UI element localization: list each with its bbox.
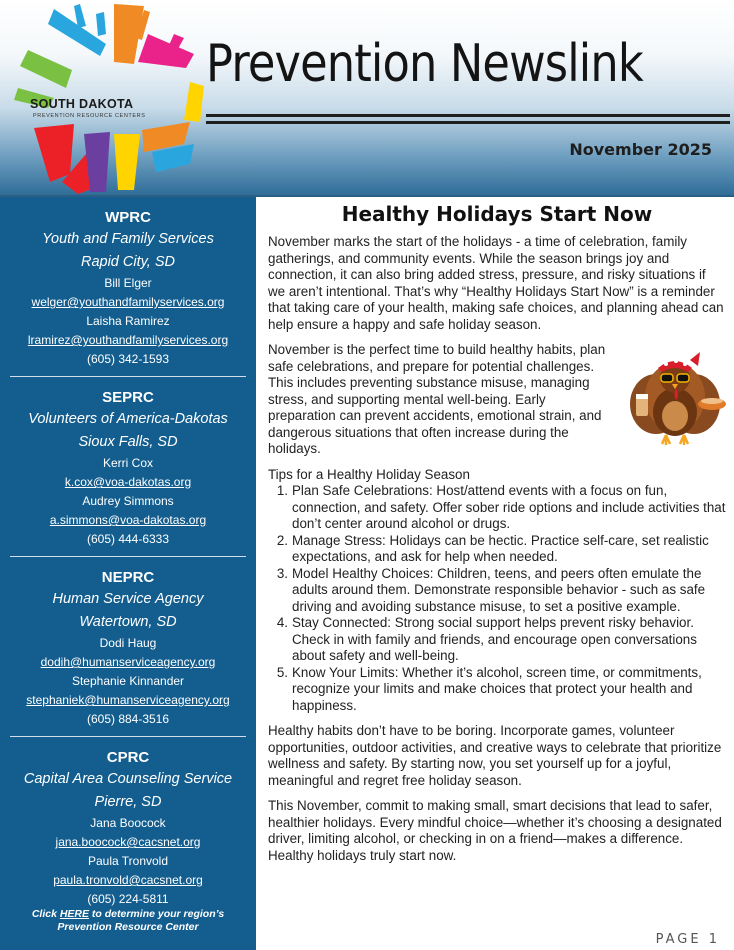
contact-name: Paula Tronvold (87, 854, 169, 868)
region-org: Volunteers of America-Dakotas (28, 411, 228, 427)
tip-text: Manage Stress: Holidays can be hectic. Practice self-care, set realistic expectations, and ask for help when needed. (292, 532, 709, 564)
contact-name: Jana Boocock (90, 816, 166, 830)
page-number: PAGE 1 (655, 932, 720, 947)
article-paragraph: This November, commit to making small, smart decisions that lead to safer, healthier holidays. Every mindful choice—whether it’s choosing a designated driver, limiting alcohol, or checking in on a friend—makes a difference. Healthy holidays truly start now. (268, 798, 722, 863)
contact-email-link[interactable]: k.cox@voa-dakotas.org (64, 475, 192, 489)
region-city: Rapid City, SD (80, 254, 175, 270)
list-item (268, 483, 726, 533)
contact-email-link[interactable]: jana.boocock@cacsnet.org (55, 835, 201, 849)
contact-email-link[interactable]: a.simmons@voa-dakotas.org (49, 513, 207, 527)
region-phone: (605) 884-3516 (86, 712, 170, 726)
newsletter-header (0, 0, 734, 197)
tip-number: 4. (276, 615, 288, 630)
turkey-illustration-icon (616, 342, 734, 448)
contact-name: Audrey Simmons (82, 494, 174, 508)
contact-email-link[interactable]: paula.tronvold@cacsnet.org (53, 873, 203, 887)
list-item (268, 665, 726, 715)
click-note-prefix: Click (31, 908, 60, 920)
list-item (268, 566, 726, 616)
list-item (268, 615, 726, 665)
region-phone: (605) 444-6333 (86, 532, 170, 546)
tip-text: Model Healthy Choices: Children, teens, and peers often emulate the adults around them. Demonstrate responsible behavior - such as safe driving and avoiding substance misuse, to set a positive example. (292, 565, 706, 614)
logo-subtitle-text: PREVENTION RESOURCE CENTERS (33, 113, 146, 119)
region-code: NEPRC (101, 569, 155, 586)
contact-name: Dodi Haug (99, 636, 157, 650)
list-item (268, 533, 726, 566)
contacts-sidebar (0, 197, 256, 950)
region-org: Youth and Family Services (42, 231, 214, 247)
region-phone: (605) 224-5811 (87, 892, 169, 906)
region-city: Watertown, SD (79, 614, 177, 630)
region-block-wprc (0, 197, 256, 377)
contact-email-link[interactable]: stephaniek@humanserviceagency.org (26, 693, 230, 707)
region-city: Sioux Falls, SD (78, 434, 178, 450)
title-rule-bottom (206, 121, 730, 124)
tip-number: 5. (276, 664, 288, 680)
tip-text: Know Your Limits: Whether it’s alcohol, screen time, or commitments, recognize your limits and make choices that protect your health and happiness. (292, 664, 702, 713)
tip-text: Stay Connected: Strong social support helps prevent risky behavior. Check in with family and friends, and encourage open conversations about safety and well-being. (292, 615, 697, 663)
article-paragraph: Healthy habits don’t have to be boring. Incorporate games, volunteer opportunities, outdoor activities, and creative ways to celebrate that prioritize wellness and safety. By starting now, you set yourself up for a joyful, meaningful and regret free holiday season. (268, 723, 722, 788)
contact-name: Kerri Cox (102, 456, 153, 470)
region-block-neprc (0, 557, 256, 737)
region-org: Human Service Agency (52, 591, 204, 607)
click-note-suffix: to determine your region’s Prevention Resource Center (57, 908, 225, 933)
region-block-seprc (0, 377, 256, 557)
tips-heading: Tips for a Healthy Holiday Season (268, 466, 470, 482)
region-code: CPRC (106, 749, 150, 766)
tip-number: 3. (276, 565, 288, 581)
region-phone: (605) 342-1593 (86, 352, 170, 366)
logo-state-text: SOUTH DAKOTA (30, 97, 134, 111)
tips-list (268, 483, 726, 714)
region-finder-link[interactable]: HERE (59, 908, 90, 920)
article-title: Healthy Holidays Start Now (341, 202, 653, 226)
tip-number: 1. (276, 483, 288, 498)
region-org: Capital Area Counseling Service (23, 771, 233, 787)
article (268, 200, 726, 940)
region-city: Pierre, SD (94, 794, 162, 810)
contact-email-link[interactable]: dodih@humanserviceagency.org (40, 655, 216, 669)
region-code: WPRC (105, 209, 151, 226)
contact-email-link[interactable]: lramirez@youthandfamilyservices.org (27, 333, 229, 347)
region-finder-note (14, 908, 242, 934)
tip-number: 2. (276, 532, 288, 548)
contact-name: Bill Elger (104, 276, 152, 290)
contact-name: Laisha Ramirez (86, 314, 170, 328)
tip-text: Plan Safe Celebrations: Host/attend events with a focus on fun, connection, and safety. Offer sober ride options and include activities that don’t center around alcohol or drugs. (292, 483, 726, 531)
article-paragraph: November marks the start of the holidays - a time of celebration, family gatherings, and community events. While the season brings joy and connection, it can also bring added stress, pressure, and risky situations if we aren’t intentional. That’s why “Healthy Holidays Start Now” is a reminder that taking care of your health, making safe choices, and planning ahead can help ensure a happy and safe holiday season. (268, 234, 724, 332)
title-rule-top (206, 114, 730, 117)
contact-email-link[interactable]: welger@youthandfamilyservices.org (31, 295, 225, 309)
issue-date: November 2025 (569, 140, 712, 159)
article-paragraph: November is the perfect time to build healthy habits, plan safe celebrations, and prepare for potential challenges. This includes preventing substance misuse, managing stress, and supporting mental well-being. Early preparation can prevent accidents, emotional strain, and dangerous situations that often increase during the holidays. (268, 342, 606, 456)
region-code: SEPRC (102, 389, 154, 406)
newsletter-title: Prevention Newslink (206, 34, 643, 94)
contact-name: Stephanie Kinnander (71, 674, 185, 688)
region-block-cprc (0, 737, 256, 909)
